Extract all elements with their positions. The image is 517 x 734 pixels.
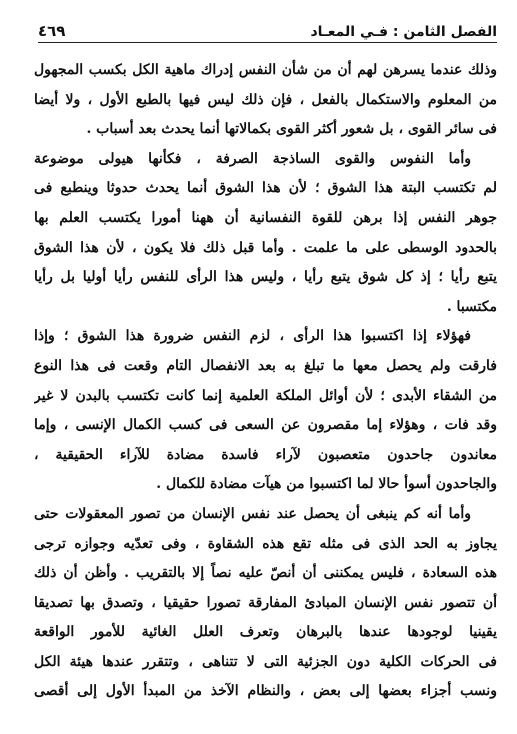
text-line: معاندون جاحدون متعصبون لآراء فاسدة مضادة للآراء الحقيقية ،	[34, 446, 497, 463]
text-line: وقد فات ، وهؤلاء إما مقصرون عن السعى فى كسب الكمال الإنسى ، وإما	[34, 417, 497, 434]
header-rule	[38, 42, 497, 43]
text-line: فى سائر القوى ، بل شعور أكثر القوى بكمالاتها أنما يحدث بعد أسباب .	[86, 121, 497, 138]
text-line: يقينيا لوجودها عندها بالبرهان وتعرف العلل الغائية للأمور الواقعة	[34, 624, 497, 641]
text-line: بالحدود الوسطى على ما علمت . وأما قبل ذلك فلا يكون ، لأن هذا الشوق	[34, 239, 497, 256]
text-line: من الشقاء الأبدى ؛ لأن أوائل الملكة العلمية إنما كانت تكتسب بالبدن لا غير	[34, 387, 497, 404]
text-line: فى الحركات الكلية دون الجزئية التى لا تتناهى ، وتتقرر عندها هيئة الكل	[34, 653, 497, 670]
page-header	[38, 16, 497, 40]
text-line: فارقت ولم يحصل معها ما تبلغ به بعد الانفصال التام وقعت فى هذا النوع	[34, 357, 497, 374]
running-title: الفصل الثامن : فـي المعـاد	[310, 24, 497, 40]
text-line: فهؤلاء إذا اكتسبوا هذا الرأى ، لزم النفس ضرورة هذا الشوق ؛ وإذا	[34, 328, 471, 345]
text-line: والجاحدون أسوأ حالا لما اكتسبوا من هيآت مضادة للكمال .	[156, 476, 497, 493]
text-line: أن تتصور نفس الإنسان المبادئ المفارقة تصورا حقيقيا ، وتصدق بها تصديقا	[34, 594, 497, 611]
text-line: جوهر النفس إذا برهن للقوة النفسانية أن ههنا أمورا يكتسب العلم بها	[34, 209, 497, 226]
body-text	[34, 56, 497, 707]
text-line: وذلك عندما يسرهن لهم أن من شأن النفس إدراك ماهية الكل بكسب المجهول	[34, 62, 497, 78]
text-line: وأما النفوس والقوى الساذجة الصرفة ، فكأنها هيولى موضوعة	[34, 150, 471, 167]
text-line: مكتسبا .	[446, 298, 497, 315]
text-line: هذه السعادة ، فليس يمكننى أن أنصّ عليه نصاً إلا بالتقريب . وأظن أن ذلك	[34, 565, 497, 582]
text-line: من المعلوم والاستكمال بالفعل ، فإن ذلك ليس فيها بالطبع الأول ، ولا أيضا	[34, 91, 497, 108]
text-line: يجاوز به الحد الذى فى مثله تقع هذه الشقاوة ، وفى تعدّيه وجوازه ترجى	[34, 535, 497, 552]
text-line: لم تكتسب البتة هذا الشوق ؛ لأن هذا الشوق أنما يحدث حدوثا وينطبع فى	[34, 180, 497, 197]
text-line: وأما أنه كم ينبغى أن يحصل عند نفس الإنسان من تصور المعقولات حتى	[34, 505, 471, 522]
page-number: ٤٦٩	[38, 22, 66, 40]
text-line: يتبع رأيا ؛ إذ كل شوق يتبع رأيا ، وليس هذا الرأى للنفس رأيا أوليا بل رأيا	[34, 269, 497, 286]
text-line: ونسب أجزاء بعضها إلى بعض ، والنظام الآخذ من المبدأ الأول إلى أقصى	[34, 683, 497, 700]
